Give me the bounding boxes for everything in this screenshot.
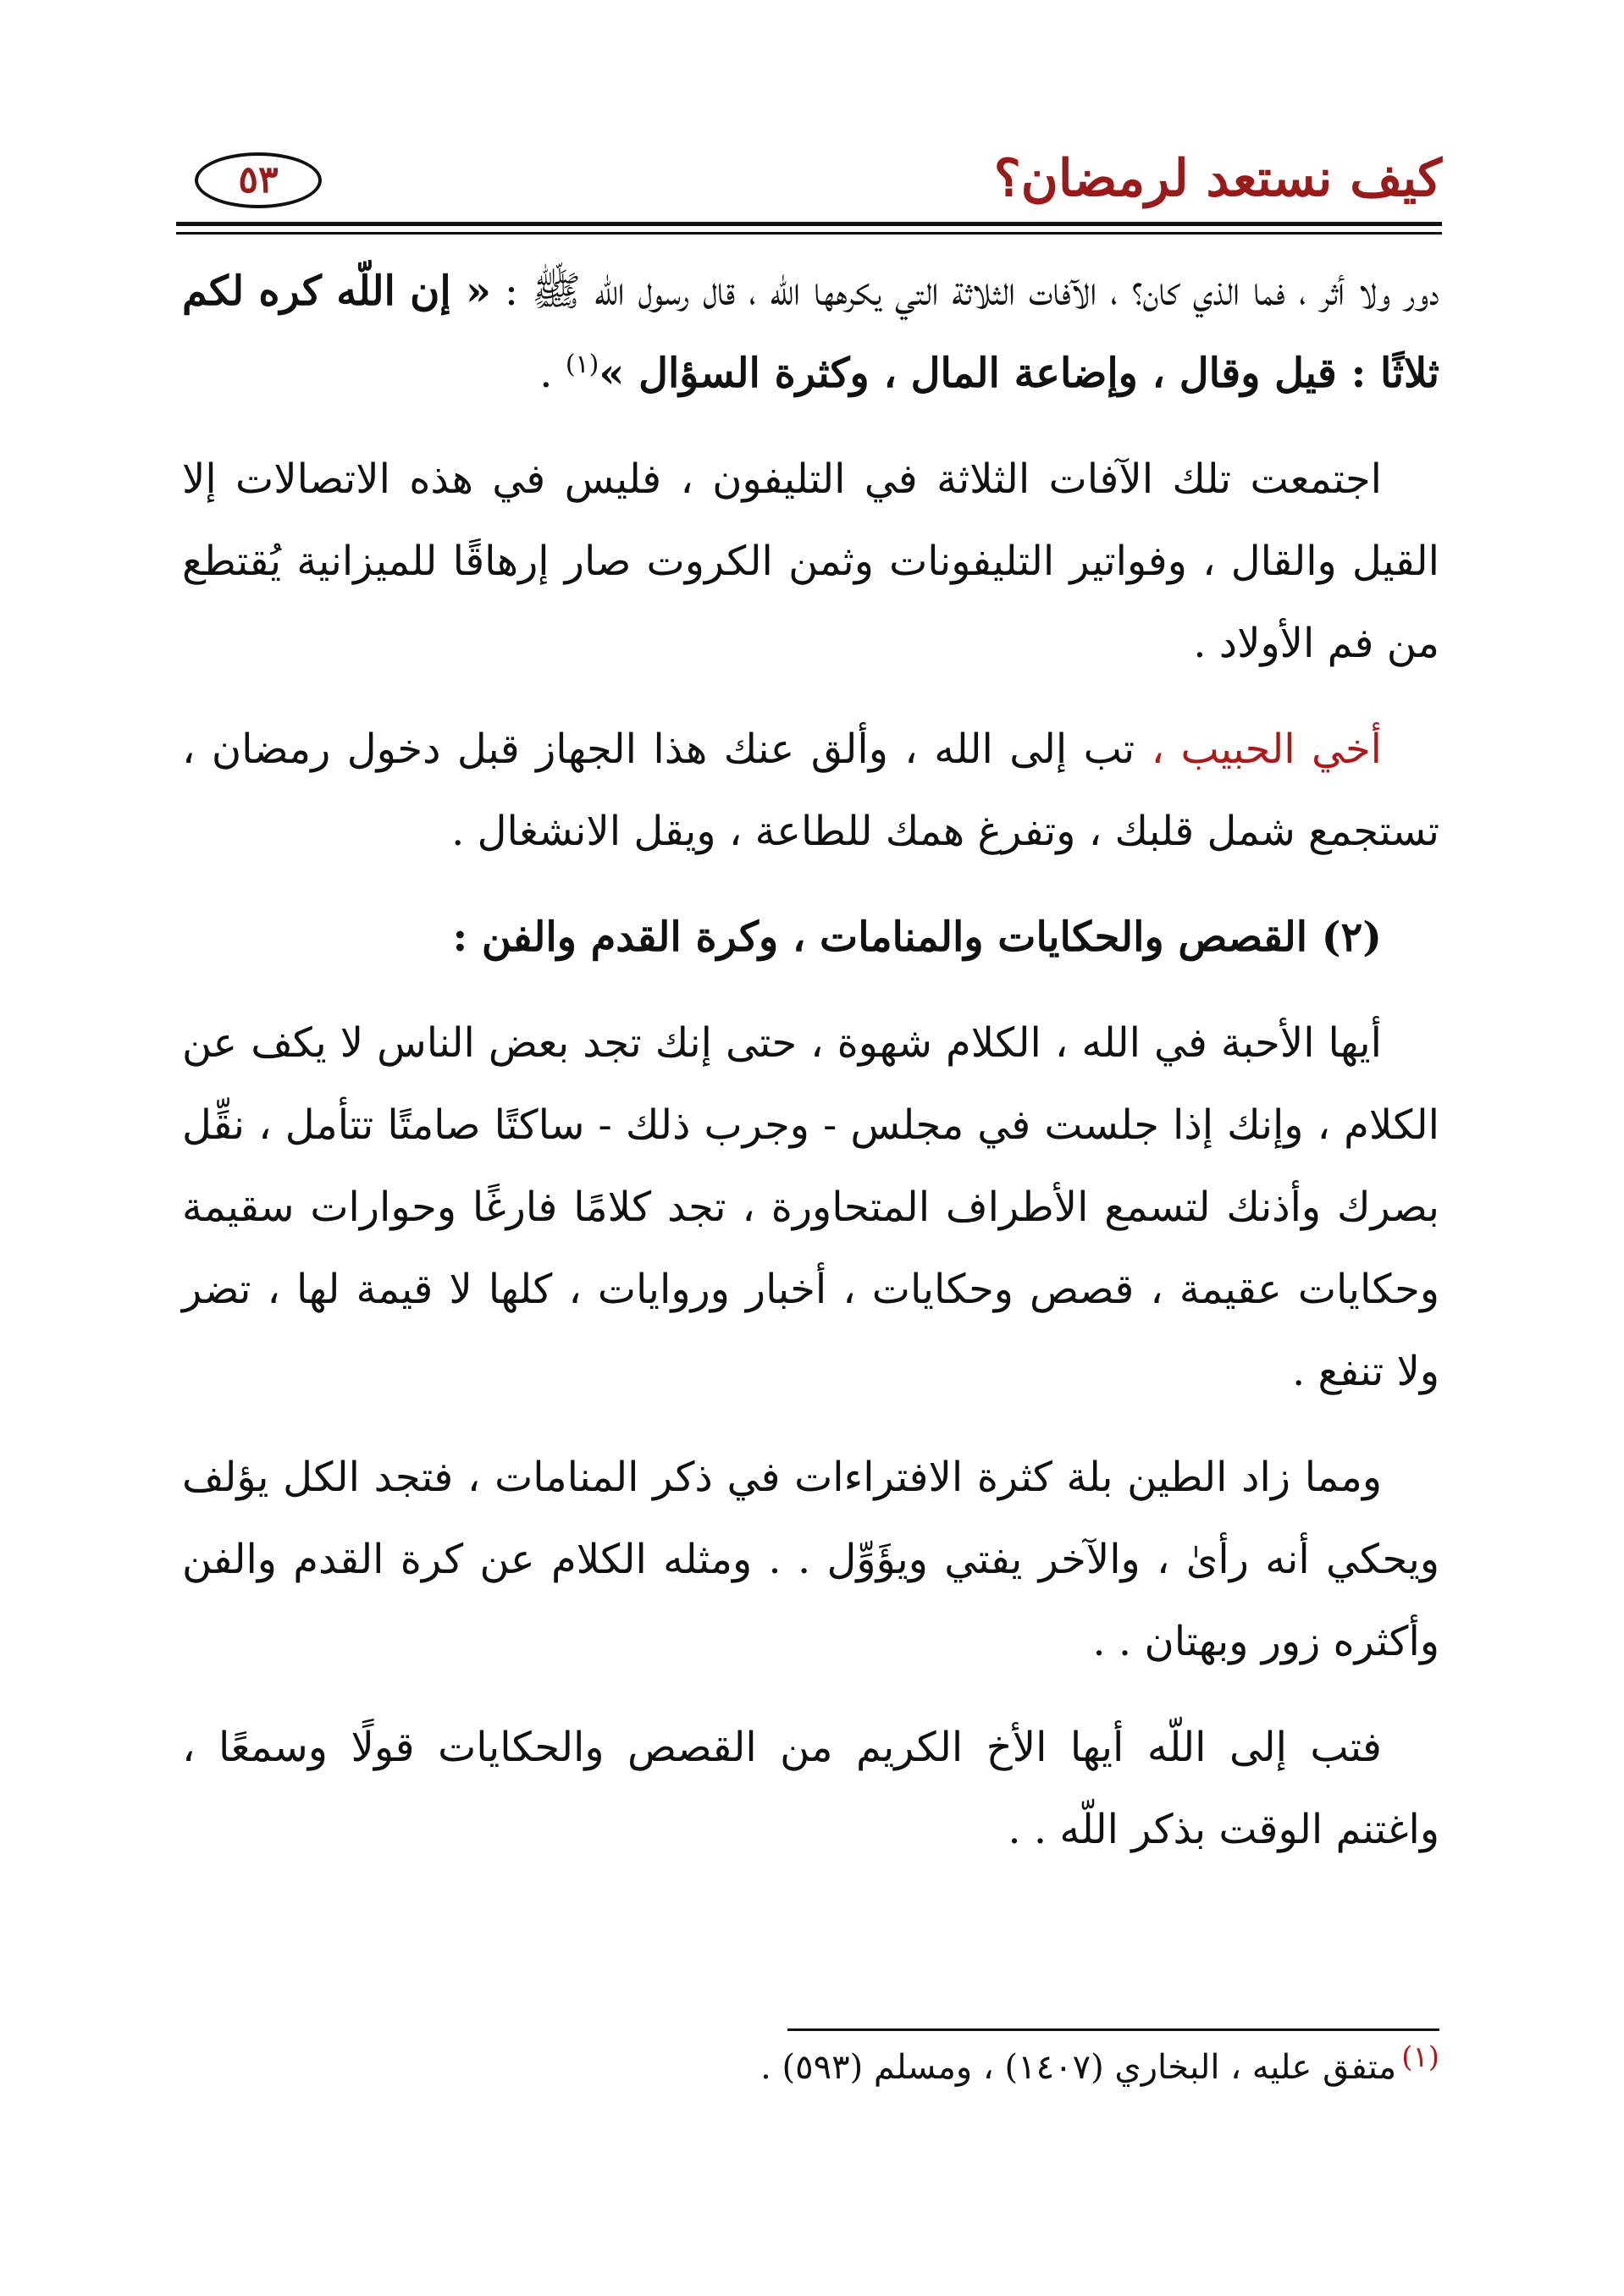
paragraph-1-end: . — [539, 350, 566, 397]
hadith-quote: « إن اللّه كره لكم ثلاثًا : قيل وقال ، وإضاعة المال ، وكثرة السؤال » — [182, 268, 1439, 397]
paragraph-3-text: تب إلى الله ، وألق عنك هذا الجهاز قبل دخول رمضان ، تستجمع شمل قلبك ، وتفرغ همك للطاعة ، ويقل الانشغال . — [182, 726, 1439, 855]
running-title: كيف نستعد لرمضان؟ — [993, 149, 1442, 208]
paragraph-1 — [182, 251, 1439, 415]
footnote-separator — [787, 2028, 1439, 2031]
paragraph-2: اجتمعت تلك الآفات الثلاثة في التليفون ، فليس في هذه الاتصالات إلا القيل والقال ، وفواتير التليفونات وثمن الكروت صار إرهاقًا للميزانية يُقتطع من فم الأولاد . — [182, 455, 1439, 667]
page-number-badge: ٥٣ — [195, 152, 322, 208]
footnote-mark: (١) — [1401, 2039, 1439, 2074]
footnote — [186, 2039, 1439, 2093]
footnote-reference: (١) — [565, 350, 599, 379]
header-rule-thin — [176, 232, 1442, 235]
paragraph-3 — [182, 709, 1439, 873]
page-header — [176, 135, 1442, 229]
paragraph-6: فتب إلى اللّه أيها الأخ الكريم من القصص والحكايات قولًا وسمعًا ، واغتنم الوقت بذكر اللّه . . — [182, 1724, 1439, 1853]
address-phrase: أخي الحبيب ، — [1151, 726, 1382, 773]
paragraph-5: ومما زاد الطين بلة كثرة الافتراءات في ذكر المنامات ، فتجد الكل يؤلف ويحكي أنه رأىٰ ، والآخر يفتي ويؤَوِّل . . ومثله الكلام عن كرة القدم والفن وأكثره زور وبهتان . . — [182, 1454, 1439, 1665]
paragraph-1-text: دور ولا أثر ، فما الذي كان؟ ، الآفات الثلاثة التي يكرهها اللّه ، قال رسول الله ﷺ : — [491, 268, 1440, 315]
header-rule-thick — [176, 222, 1442, 226]
page-body — [182, 251, 1439, 1895]
section-heading: (٢) القصص والحكايات والمنامات ، وكرة القدم والفن : — [452, 913, 1382, 961]
footnote-text: متفق عليه ، البخاري (١٤٠٧) ، ومسلم (٥٩٣) . — [760, 2048, 1397, 2087]
paragraph-4: أيها الأحبة في الله ، الكلام شهوة ، حتى إنك تجد بعض الناس لا يكف عن الكلام ، وإنك إذا جلست في مجلس - وجرب ذلك - ساكتًا صامتًا تتأمل ، نقِّل بصرك وأذنك لتسمع الأطراف المتحاورة ، تجد كلامًا فارغًا وحوارات سقيمة وحكايات عقيمة ، قصص وحكايات ، أخبار وروايات ، كلها لا قيمة لها ، تضر ولا تنفع . — [182, 1019, 1439, 1395]
